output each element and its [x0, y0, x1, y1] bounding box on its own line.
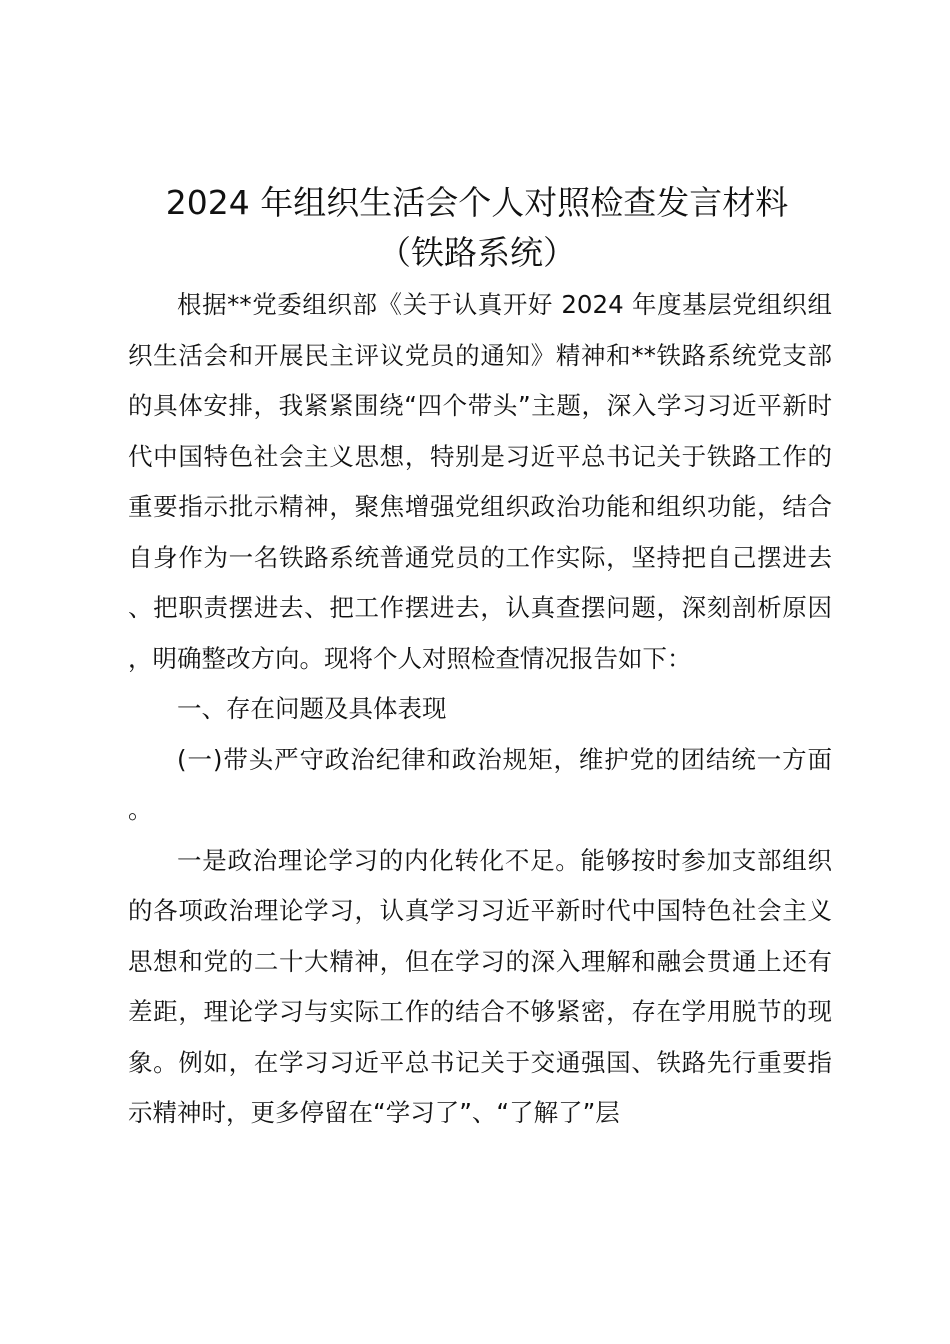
paragraph-intro: 根据**党委组织部《关于认真开好 2024 年度基层党组织组织生活会和开展民主评议党员的通知》精神和**铁路系统党支部的具体安排，我紧紧围绕“四个带头”主题，深入学习习近平新时代中国特色社会主义思想，特别是习近平总书记关于铁路工作的重要指示批示精神，聚焦增强党组织政治功能和组织功能，结合自身作为一名铁路系统普通党员的工作实际，坚持把自己摆进去、把职责摆进去、把工作摆进去，认真查摆问题，深刻剖析原因，明确整改方向。现将个人对照检查情况报告如下：: [128, 290, 832, 673]
title-line-subtitle: （铁路系统）: [378, 233, 576, 272]
section-heading-problems: 一、存在问题及具体表现: [177, 694, 447, 723]
subsection-heading-1: (一)带头严守政治纪律和政治规矩，维护党的团结统一方面。: [128, 744, 832, 824]
document-title: [120, 178, 834, 278]
document-body: [128, 280, 832, 1139]
title-line-main: 2024 年组织生活会个人对照检查发言材料: [165, 183, 789, 222]
paragraph-point-1: 一是政治理论学习的内化转化不足。能够按时参加支部组织的各项政治理论学习，认真学习习近平新时代中国特色社会主义思想和党的二十大精神，但在学习的深入理解和融会贯通上还有差距，理论学习与实际工作的结合不够紧密，存在学用脱节的现象。例如，在学习习近平总书记关于交通强国、铁路先行重要指示精神时，更多停留在“学习了”、“了解了”层: [128, 845, 832, 1127]
